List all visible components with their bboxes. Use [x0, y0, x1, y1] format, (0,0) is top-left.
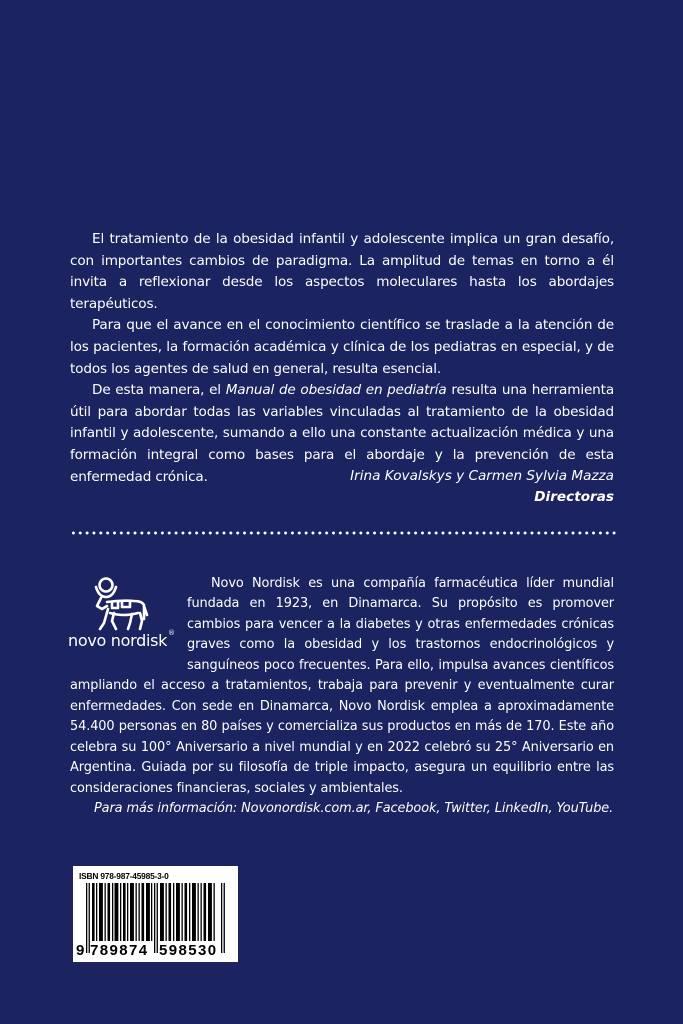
barcode-digits-right: 598530 — [159, 942, 218, 959]
barcode-digits-left: 789874 — [90, 942, 149, 959]
about-company — [70, 574, 614, 819]
logo-wrap-spacer — [70, 574, 187, 676]
author-role: Directoras — [534, 489, 614, 505]
intro-paragraph-1: El tratamiento de la obesidad infantil y adolescente implica un gran desafío, con importantes cambios de paradigma. La amplitud de temas en torno a él invita a reflexionar desde los aspectos moleculares hasta los abordajes terapéuticos. — [70, 231, 614, 312]
signature — [350, 466, 614, 508]
isbn-barcode — [73, 866, 238, 962]
book-title: Manual de obesidad en pediatría — [225, 382, 447, 399]
dotted-divider — [70, 531, 618, 535]
intro-paragraph-2: Para que el avance en el conocimiento científico se traslade a la atención de los pacientes, la formación académica y clínica de los pediatras en especial, y de todos los agentes de salud en general, resulta esencial. — [70, 317, 614, 377]
isbn-label: ISBN 978-987-45985-3-0 — [79, 871, 169, 881]
registered-mark: ® — [168, 629, 175, 637]
more-info-links: Para más información: Novonordisk.com.ar, Facebook, Twitter, LinkedIn, YouTube. — [94, 800, 614, 816]
about-paragraph: Novo Nordisk es una compañía farmacéutica líder mundial fundada en 1923, en Dinamarca. Su propósito es promover cambios para vencer a la diabetes y otras enfermedades crónicas graves como la obesidad y los trastornos endocrinológicos y sanguíneos poco frecuentes. Para ello, impulsa avances científicos ampliando el acceso a tratamientos, trabaja para prevenir y eventualmente curar enfermedades. Con sede en Dinamarca, Novo Nordisk emplea a aproximadamente 54.400 personas en 80 países y comercializa sus productos en más de 170. Este año celebra su 100° Aniversario a nivel mundial y en 2022 celebró su 25° Aniversario en Argentina. Guiada por su filosofía de triple impacto, asegura un equilibrio entre las consideraciones financieras, sociales y ambientales. — [70, 576, 614, 796]
intro-paragraph-3-end: resulta una herramienta útil para abordar todas las variables vinculadas al tratamiento de la obesidad infantil y adolescente, sumando a ello una constante actualización médica y una formación integral como bases para el abordaje y la prevención de esta enfermedad crónica. — [70, 382, 614, 485]
logo-wordmark: novo nordisk — [68, 631, 168, 650]
author-names: Irina Kovalskys y Carmen Sylvia Mazza — [350, 468, 614, 484]
intro-text — [70, 229, 614, 488]
intro-paragraph-3-start: De esta manera, el — [92, 382, 226, 399]
barcode-digit-first: 9 — [76, 942, 85, 959]
